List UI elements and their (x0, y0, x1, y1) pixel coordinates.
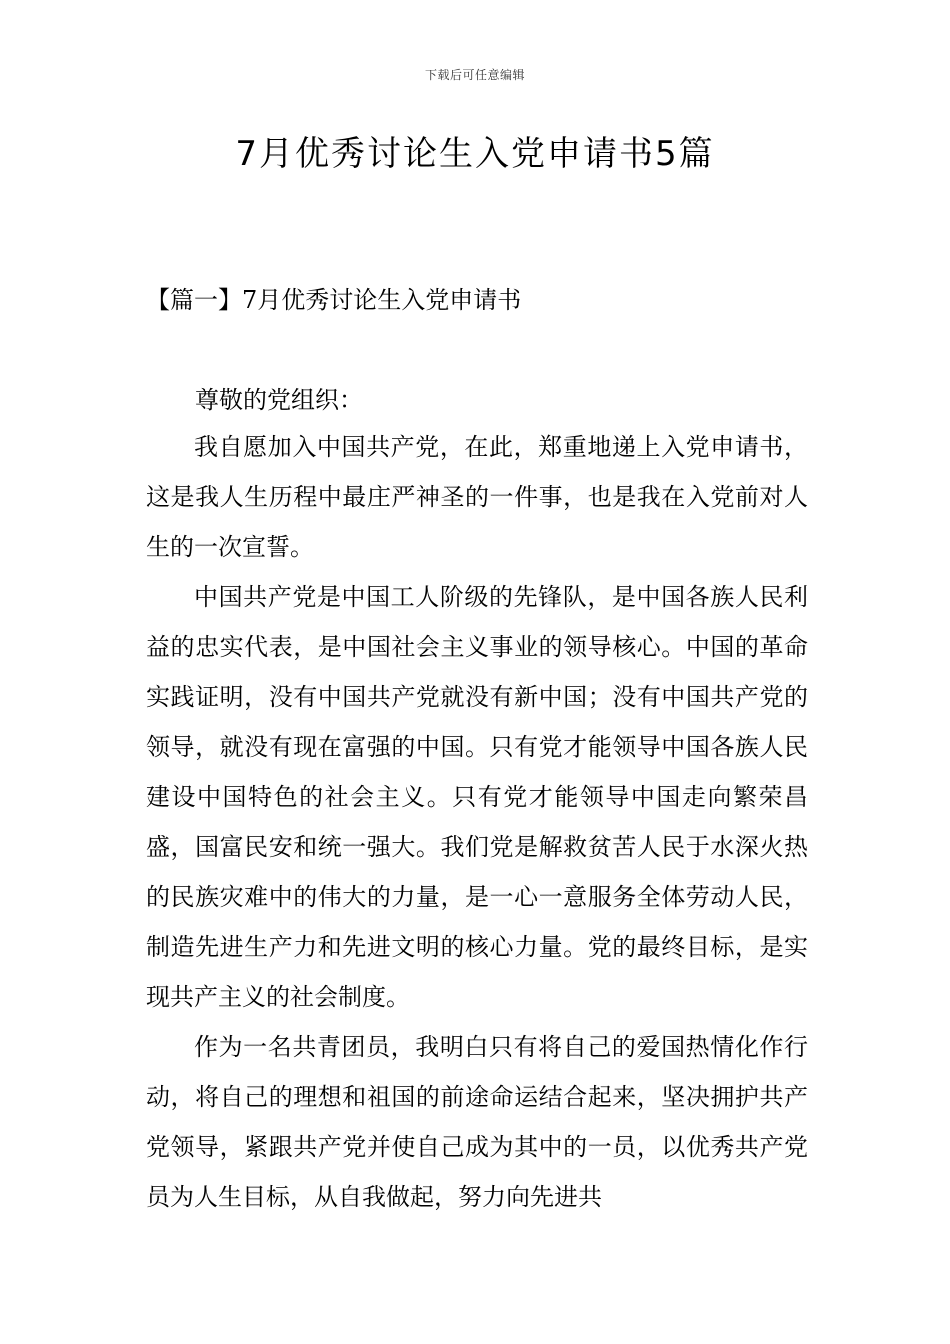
document-title: 7月优秀讨论生入党申请书5篇 (235, 134, 715, 174)
body-text (146, 422, 808, 1222)
salutation: 尊敬的党组织： (195, 386, 363, 414)
header-note: 下载后可任意编辑 (424, 68, 525, 82)
paragraph: 我自愿加入中国共产党，在此，郑重地递上入党申请书，这是我人生历程中最庄严神圣的一件事，也是我在入党前对人生的一次宣誓。 (146, 433, 808, 561)
paragraph: 作为一名共青团员，我明白只有将自己的爱国热情化作行动，将自己的理想和祖国的前途命运结合起来，坚决拥护共产党领导，紧跟共产党并使自己成为其中的一员，以优秀共产党员为人生目标，从自我做起，努力向先进共 (146, 1033, 808, 1211)
section-heading: 【篇一】7月优秀讨论生入党申请书 (146, 286, 522, 314)
paragraph: 中国共产党是中国工人阶级的先锋队，是中国各族人民利益的忠实代表，是中国社会主义事业的领导核心。中国的革命实践证明，没有中国共产党就没有新中国；没有中国共产党的领导，就没有现在富强的中国。只有党才能领导中国各族人民建设中国特色的社会主义。只有党才能领导中国走向繁荣昌盛，国富民安和统一强大。我们党是解救贫苦人民于水深火热的民族灾难中的伟大的力量，是一心一意服务全体劳动人民，制造先进生产力和先进文明的核心力量。党的最终目标，是实现共产主义的社会制度。 (146, 583, 808, 1011)
